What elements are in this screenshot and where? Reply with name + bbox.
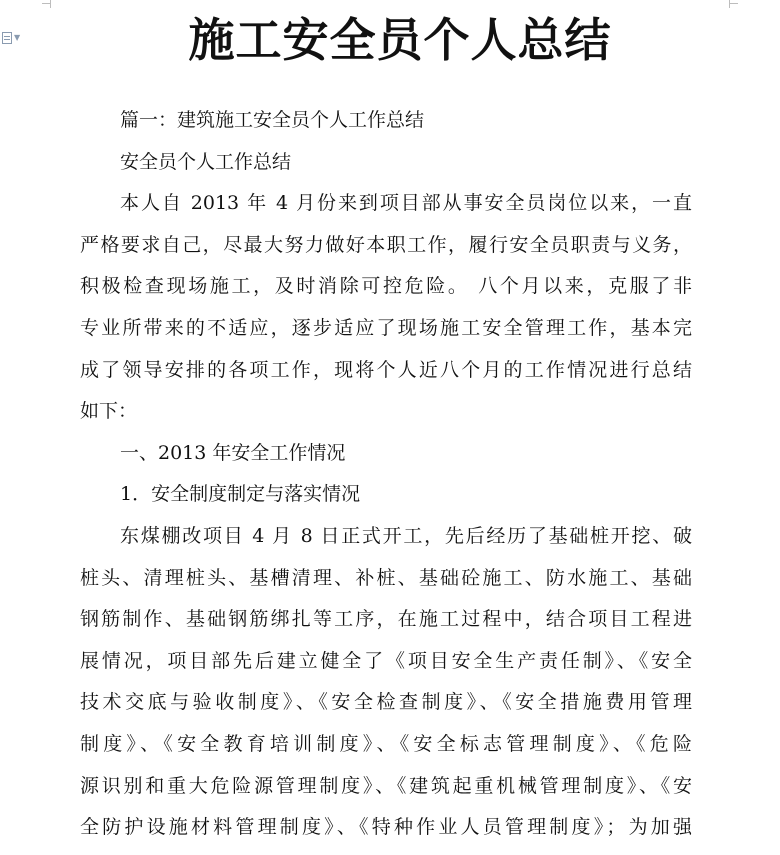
text-line: 严格要求自己，尽最大努力做好本职工作，履行安全员职责与义务， [80,233,692,256]
text-line: 篇一：建筑施工安全员个人工作总结 [120,109,425,131]
document-title: 施工安全员个人总结 [188,13,612,67]
text-line: 一、2013 年安全工作情况 [120,441,346,464]
document-body [80,100,700,849]
margin-corner-mark-left [50,0,51,8]
text-line: 安全员个人工作总结 [120,150,292,173]
text-line: 成了领导安排的各项工作，现将个人近八个月的工作情况进行总结 [80,358,692,381]
text-line: 桩头、清理桩头、基槽清理、补桩、基础砼施工、防水施工、基础 [80,566,692,589]
text-line: 如下： [80,400,138,423]
text-line: 源识别和重大危险源管理制度》、《建筑起重机械管理制度》、《安 [80,774,692,797]
text-line: 专业所带来的不适应，逐步适应了现场施工安全管理工作，基本完 [80,316,692,339]
text-line: 东煤棚改项目 4 月 8 日正式开工，先后经历了基础桩开挖、破 [120,524,692,547]
text-line: 积极检查现场施工，及时消除可控危险。 八个月以来，克服了非 [80,275,692,298]
text-line: 本人自 2013 年 4 月份来到项目部从事安全员岗位以来，一直 [120,192,692,215]
text-line: 技术交底与验收制度》、《安全检查制度》、《安全措施费用管理 [80,691,692,714]
text-line: 制度》、《安全教育培训制度》、《安全标志管理制度》、《危险 [80,732,692,755]
margin-corner-mark-left-h [42,3,50,4]
text-line: 1．安全制度制定与落实情况 [120,483,361,506]
chevron-down-icon: ▼ [14,33,21,42]
margin-corner-mark-right-h [730,3,738,4]
text-line: 全防护设施材料管理制度》、《特种作业人员管理制度》；为加强 [80,816,692,839]
text-line: 钢筋制作、基础钢筋绑扎等工序，在施工过程中，结合项目工程进 [80,608,692,631]
text-line: 展情况，项目部先后建立健全了《项目安全生产责任制》、《安全 [80,649,692,672]
margin-corner-mark-right [729,0,730,8]
